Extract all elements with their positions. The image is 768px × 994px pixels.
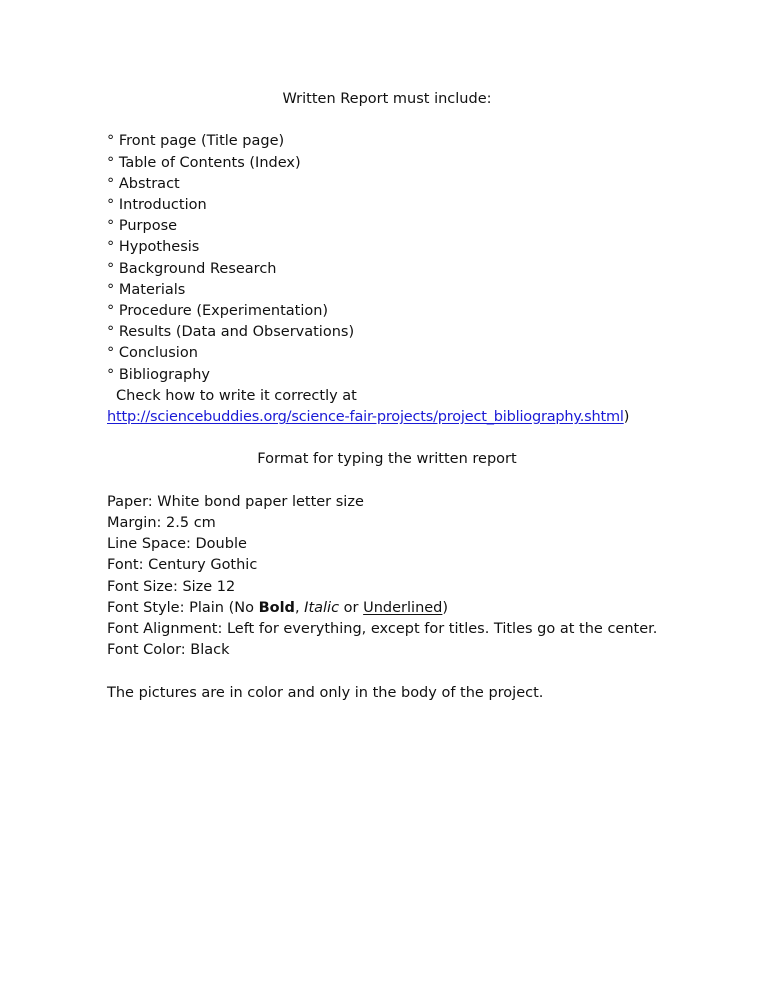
list-item: ° Conclusion bbox=[107, 345, 198, 362]
font-style-close: ) bbox=[442, 599, 449, 616]
document-body bbox=[107, 89, 707, 704]
font-style-italic: Italic bbox=[304, 599, 340, 616]
format-font: Font: Century Gothic bbox=[107, 557, 258, 574]
bibliography-link[interactable]: http://sciencebuddies.org/science-fair-projects/project_bibliography.shtml bbox=[107, 409, 624, 426]
list-item: ° Table of Contents (Index) bbox=[107, 154, 301, 171]
list-item: ° Results (Data and Observations) bbox=[107, 324, 355, 341]
list-item: ° Front page (Title page) bbox=[107, 133, 285, 150]
spacer bbox=[107, 471, 707, 492]
font-style-underlined: Underlined bbox=[363, 599, 443, 616]
format-margin: Margin: 2.5 cm bbox=[107, 515, 216, 532]
section-heading-format: Format for typing the written report bbox=[257, 451, 517, 468]
format-list bbox=[107, 492, 707, 662]
format-color: Font Color: Black bbox=[107, 642, 230, 659]
list-item: ° Introduction bbox=[107, 197, 207, 213]
format-line-space: Line Space: Double bbox=[107, 536, 247, 553]
bibliography-link-line bbox=[107, 407, 707, 428]
bibliography-link-close: ) bbox=[623, 409, 630, 426]
font-style-sep: or bbox=[339, 599, 364, 616]
format-font-style bbox=[107, 598, 707, 619]
font-style-prefix: Font Style: Plain (No bbox=[107, 599, 259, 616]
font-style-bold: Bold bbox=[258, 599, 295, 616]
pictures-note: The pictures are in color and only in the body of the project. bbox=[107, 684, 544, 701]
list-item: ° Abstract bbox=[107, 175, 180, 192]
spacer bbox=[107, 428, 707, 449]
format-paper: Paper: White bond paper letter size bbox=[107, 493, 364, 510]
list-item: ° Background Research bbox=[107, 260, 277, 277]
spacer bbox=[107, 661, 707, 682]
format-alignment: Font Alignment: Left for everything, except for titles. Titles go at the center. bbox=[107, 621, 658, 638]
list-item: ° Procedure (Experimentation) bbox=[107, 303, 329, 320]
bibliography-note: Check how to write it correctly at bbox=[116, 387, 357, 404]
list-item: ° Materials bbox=[107, 281, 186, 298]
section-heading-report: Written Report must include: bbox=[282, 91, 492, 107]
format-font-size: Font Size: Size 12 bbox=[107, 578, 236, 595]
list-item: ° Bibliography bbox=[107, 366, 210, 383]
list-item: ° Hypothesis bbox=[107, 239, 200, 256]
list-item: ° Purpose bbox=[107, 218, 178, 235]
font-style-sep: , bbox=[294, 599, 305, 616]
report-requirements-list bbox=[107, 131, 707, 428]
spacer bbox=[107, 110, 707, 131]
